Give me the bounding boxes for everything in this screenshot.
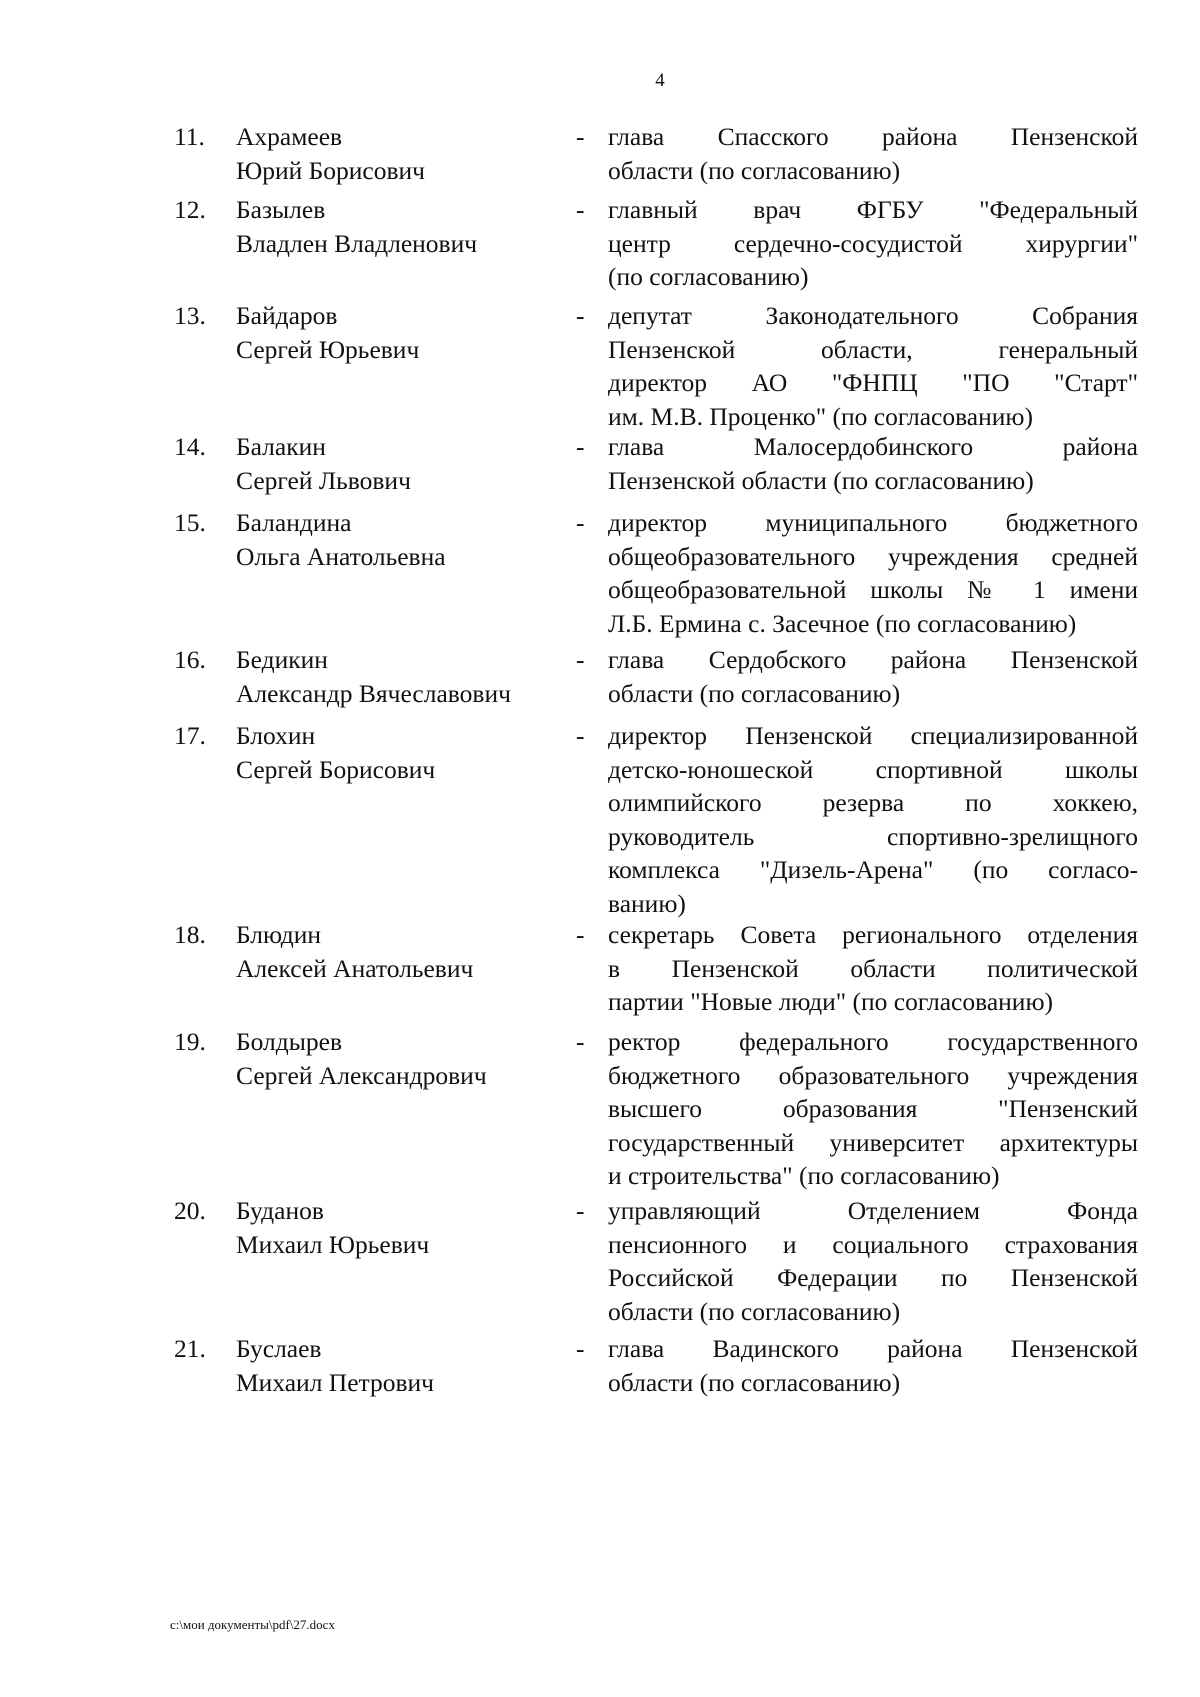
position-line: им. М.В. Проценко" (по согласованию) <box>608 401 1033 431</box>
position-line: ректор федерального государственного <box>608 1027 1138 1056</box>
position-line: главный врач ФГБУ "Федеральный <box>608 195 1138 224</box>
separator-dash: - <box>576 1196 585 1225</box>
given-names: Михаил Юрьевич <box>236 1229 430 1259</box>
position-line: общеобразовательного учреждения средней <box>608 541 1138 571</box>
item-number: 21. <box>174 1334 206 1363</box>
position-line: секретарь Совета регионального отделения <box>608 920 1138 949</box>
list-item <box>0 1025 1200 1193</box>
position-line: директор муниципального бюджетного <box>608 508 1138 537</box>
separator-dash: - <box>576 920 585 949</box>
surname: Байдаров <box>236 301 338 330</box>
position-line: Пензенской области (по согласованию) <box>608 465 1034 495</box>
person-name <box>236 120 566 187</box>
position-line: Л.Б. Ермина с. Засечное (по согласованию) <box>608 608 1077 638</box>
position-description <box>608 506 1138 640</box>
person-name <box>236 299 566 366</box>
list-item <box>0 918 1200 1019</box>
position-line: в Пензенской области политической <box>608 953 1138 983</box>
surname: Базылев <box>236 195 326 224</box>
list-item <box>0 120 1200 187</box>
separator-dash: - <box>576 301 585 330</box>
position-line: области (по согласованию) <box>608 678 901 708</box>
position-line: Пензенской области, генеральный <box>608 334 1138 364</box>
position-line: государственный университет архитектуры <box>608 1127 1138 1157</box>
separator-dash: - <box>576 195 585 224</box>
position-description <box>608 643 1138 710</box>
separator-dash: - <box>576 645 585 674</box>
position-line: центр сердечно-сосудистой хирургии" <box>608 228 1138 258</box>
position-line: Российской Федерации по Пензенской <box>608 1263 1138 1292</box>
separator-dash: - <box>576 508 585 537</box>
list-item <box>0 299 1200 433</box>
position-line: глава Сердобского района Пензенской <box>608 645 1138 674</box>
list-item <box>0 193 1200 294</box>
item-number: 19. <box>174 1027 206 1056</box>
item-number: 18. <box>174 920 206 949</box>
position-description <box>608 193 1138 294</box>
position-description <box>608 120 1138 187</box>
person-name <box>236 193 566 260</box>
file-path-footer: c:\мои документы\pdf\27.docx <box>170 1617 335 1632</box>
item-number: 12. <box>174 195 206 224</box>
item-number: 14. <box>174 432 206 461</box>
person-name <box>236 1025 566 1092</box>
position-line: области (по согласованию) <box>608 155 901 185</box>
page-number: 4 <box>655 70 665 91</box>
list-item <box>0 1332 1200 1399</box>
list-item <box>0 1194 1200 1328</box>
separator-dash: - <box>576 122 585 151</box>
list-item <box>0 643 1200 710</box>
position-description <box>608 1025 1138 1193</box>
separator-dash: - <box>576 1027 585 1056</box>
given-names: Сергей Борисович <box>236 754 436 784</box>
given-names: Михаил Петрович <box>236 1367 434 1397</box>
person-name <box>236 719 566 786</box>
given-names: Сергей Александрович <box>236 1060 487 1090</box>
position-line: депутат Законодательного Собрания <box>608 301 1138 330</box>
position-line: пенсионного и социального страхования <box>608 1229 1138 1259</box>
surname: Баландина <box>236 508 352 537</box>
item-number: 17. <box>174 721 206 750</box>
item-number: 11. <box>174 122 205 151</box>
surname: Буданов <box>236 1196 324 1225</box>
position-line: глава Вадинского района Пензенской <box>608 1334 1138 1363</box>
position-description <box>608 430 1138 497</box>
surname: Балакин <box>236 432 326 461</box>
position-description <box>608 918 1138 1019</box>
position-line: области (по согласованию) <box>608 1367 901 1397</box>
item-number: 20. <box>174 1196 206 1225</box>
separator-dash: - <box>576 721 585 750</box>
separator-dash: - <box>576 1334 585 1363</box>
surname: Бедикин <box>236 645 328 674</box>
separator-dash: - <box>576 432 585 461</box>
list-item <box>0 719 1200 920</box>
given-names: Сергей Львович <box>236 465 411 495</box>
position-description <box>608 1194 1138 1328</box>
position-line: комплекса "Дизель-Арена" (по согласо- <box>608 855 1138 884</box>
position-line: олимпийского резерва по хоккею, <box>608 788 1138 817</box>
position-line: глава Малосердобинского района <box>608 432 1138 461</box>
list-item <box>0 506 1200 640</box>
position-description <box>608 719 1138 920</box>
list-item <box>0 430 1200 497</box>
position-line: общеобразовательной школы № 1 имени <box>608 575 1138 604</box>
surname: Болдырев <box>236 1027 342 1056</box>
surname: Блюдин <box>236 920 322 949</box>
item-number: 16. <box>174 645 206 674</box>
position-line: и строительства" (по согласованию) <box>608 1161 1000 1190</box>
position-line: директор Пензенской специализированной <box>608 721 1138 750</box>
position-line: управляющий Отделением Фонда <box>608 1196 1138 1225</box>
position-line: высшего образования "Пензенский <box>608 1094 1138 1123</box>
position-line: глава Спасского района Пензенской <box>608 122 1138 151</box>
position-line: партии "Новые люди" (по согласованию) <box>608 987 1053 1016</box>
surname: Блохин <box>236 721 316 750</box>
position-line: области (по согласованию) <box>608 1296 901 1326</box>
surname: Ахрамеев <box>236 122 343 151</box>
given-names: Владлен Владленович <box>236 228 478 258</box>
person-name <box>236 506 566 573</box>
person-name <box>236 1332 566 1399</box>
item-number: 13. <box>174 301 206 330</box>
position-line: руководитель спортивно-зрелищного <box>608 821 1138 851</box>
person-name <box>236 430 566 497</box>
surname: Буслаев <box>236 1334 322 1363</box>
position-description <box>608 299 1138 433</box>
position-line: (по согласованию) <box>608 262 809 291</box>
position-description <box>608 1332 1138 1399</box>
position-line: детско-юношеской спортивной школы <box>608 754 1138 784</box>
item-number: 15. <box>174 508 206 537</box>
given-names: Алексей Анатольевич <box>236 953 474 983</box>
position-line: ванию) <box>608 888 686 918</box>
person-name <box>236 918 566 985</box>
given-names: Ольга Анатольевна <box>236 541 446 571</box>
given-names: Александр Вячеславович <box>236 678 511 708</box>
given-names: Юрий Борисович <box>236 155 425 185</box>
given-names: Сергей Юрьевич <box>236 334 420 364</box>
person-name <box>236 643 566 710</box>
position-line: директор АО "ФНПЦ "ПО "Старт" <box>608 368 1138 397</box>
person-name <box>236 1194 566 1261</box>
position-line: бюджетного образовательного учреждения <box>608 1060 1138 1090</box>
